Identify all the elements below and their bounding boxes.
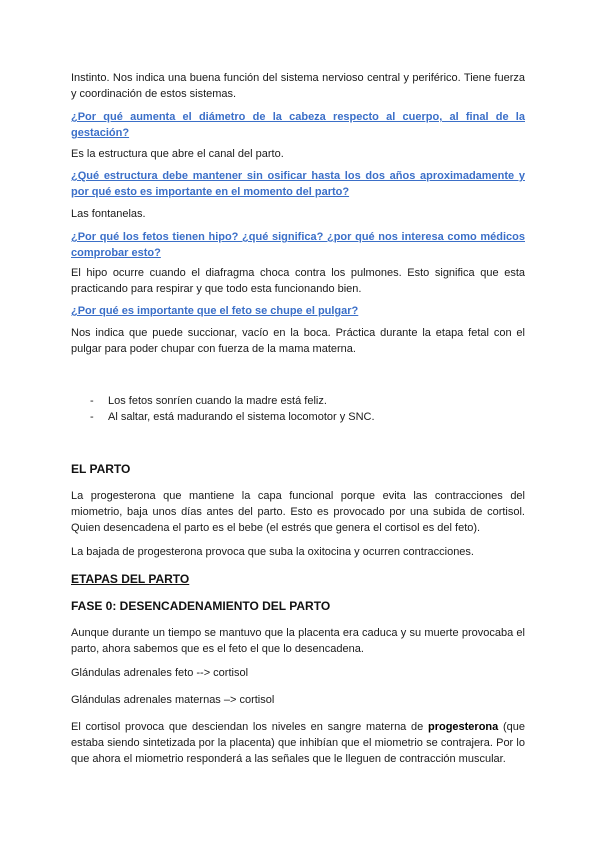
question-hipo-link[interactable]: ¿Por qué los fetos tienen hipo? ¿qué significa? ¿por qué nos interesa como médicos comprobar esto? <box>71 231 525 259</box>
answer-fontanelas: Las fontanelas. <box>71 208 146 220</box>
answer-hipo: El hipo ocurre cuando el diafragma choca contra los pulmones. Esto significa que esta practicando para respirar y que todo esta funcionando bien. <box>71 267 525 295</box>
answer-pulgar: Nos indica que puede succionar, vacío en la boca. Práctica durante la etapa fetal con el pulgar para poder chupar con fuerza de la mama materna. <box>71 327 525 355</box>
paragraph-cortisol <box>71 719 525 767</box>
paragraph-oxitocina: La bajada de progesterona provoca que suba la oxitocina y ocurren contracciones. <box>71 546 474 558</box>
line-adrenales-maternas: Glándulas adrenales maternas –> cortisol <box>71 694 275 706</box>
paragraph-cortisol-end: (que estaba siendo sintetizada por la placenta) que inhibían que el miometrio se contrajera. Por lo que ahora el miometrio responderá a las señales que le lleguen de contracción muscular. <box>71 721 525 765</box>
heading-etapas: ETAPAS DEL PARTO <box>71 572 190 586</box>
bold-progesterona: progesterona <box>427 721 499 733</box>
heading-el-parto: EL PARTO <box>71 462 131 476</box>
list-item: - Los fetos sonríen cuando la madre está feliz. <box>90 393 520 409</box>
question-pulgar-link[interactable]: ¿Por qué es importante que el feto se chupe el pulgar? <box>71 305 359 317</box>
answer-cabeza: Es la estructura que abre el canal del parto. <box>71 148 284 160</box>
line-adrenales-feto: Glándulas adrenales feto --> cortisol <box>71 667 249 679</box>
paragraph-placenta: Aunque durante un tiempo se mantuvo que la placenta era caduca y su muerte provocaba el parto, ahora sabemos que es el feto el que lo desencadena. <box>71 627 525 655</box>
heading-fase0: FASE 0: DESENCADENAMIENTO DEL PARTO <box>71 599 331 613</box>
list-item: - Al saltar, está madurando el sistema locomotor y SNC. <box>90 409 520 425</box>
question-osificar-link[interactable]: ¿Qué estructura debe mantener sin osificar hasta los dos años aproximadamente y por qué esto es importante en el momento del parto? <box>71 170 525 198</box>
question-cabeza-link[interactable]: ¿Por qué aumenta el diámetro de la cabeza respecto al cuerpo, al final de la gestación? <box>71 111 525 139</box>
paragraph-progesterona: La progesterona que mantiene la capa funcional porque evita las contracciones del miometrio, baja unos días antes del parto. Esto es provocado por una subida de cortisol. Quien desencadena el parto es el bebe (el estrés que genera el cortisol es del feto). <box>71 490 525 534</box>
paragraph-cortisol-start: El cortisol provoca que desciendan los niveles en sangre materna de <box>71 721 428 733</box>
paragraph-instinto: Instinto. Nos indica una buena función del sistema nervioso central y periférico. Tiene fuerza y coordinación de estos sistemas. <box>71 72 525 100</box>
bullet-list <box>90 393 520 425</box>
